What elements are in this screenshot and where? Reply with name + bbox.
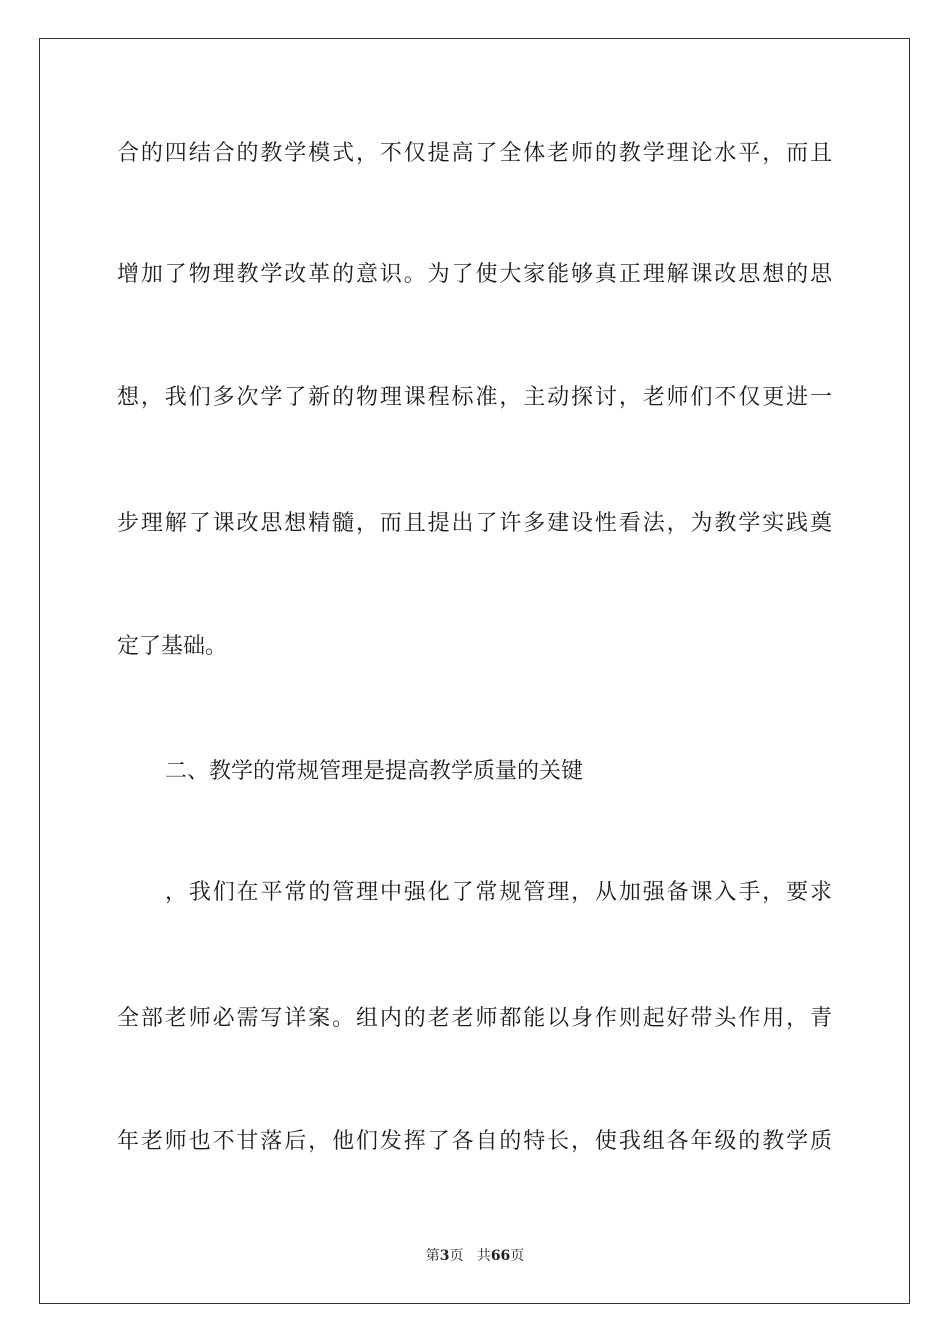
page-border — [39, 38, 910, 1304]
paragraph1-line-3: 想，我们多次学了新的物理课程标准，主动探讨，老师们不仅更进一 — [117, 385, 832, 410]
paragraph2-line-2: 全部老师必需写详案。组内的老老师都能以身作则起好带头作用，青 — [117, 1006, 832, 1031]
paragraph2-line-3: 年老师也不甘落后，他们发挥了各自的特长，使我组各年级的教学质 — [117, 1129, 832, 1154]
section-heading: 二、教学的常规管理是提高教学质量的关键 — [165, 759, 584, 784]
paragraph1-line-5: 定了基础。 — [117, 634, 228, 659]
footer-page-number: 3 — [439, 1248, 450, 1264]
paragraph1-line-2: 增加了物理教学改革的意识。为了使大家能够真正理解课改思想的思 — [117, 262, 832, 287]
paragraph1-line-4: 步理解了课改思想精髓，而且提出了许多建设性看法，为教学实践奠 — [117, 511, 832, 536]
paragraph1-line-1: 合的四结合的教学模式，不仅提高了全体老师的教学理论水平，而且 — [117, 141, 832, 166]
footer-total-prefix: 共 — [476, 1248, 491, 1264]
page-footer — [0, 1247, 950, 1265]
footer-total-suffix: 页 — [510, 1248, 525, 1264]
footer-page-prefix: 第 — [425, 1248, 440, 1264]
footer-page-suffix: 页 — [449, 1248, 464, 1264]
footer-total-pages: 66 — [490, 1248, 511, 1264]
paragraph2-line-1: ，我们在平常的管理中强化了常规管理，从加强备课入手，要求 — [165, 880, 832, 905]
